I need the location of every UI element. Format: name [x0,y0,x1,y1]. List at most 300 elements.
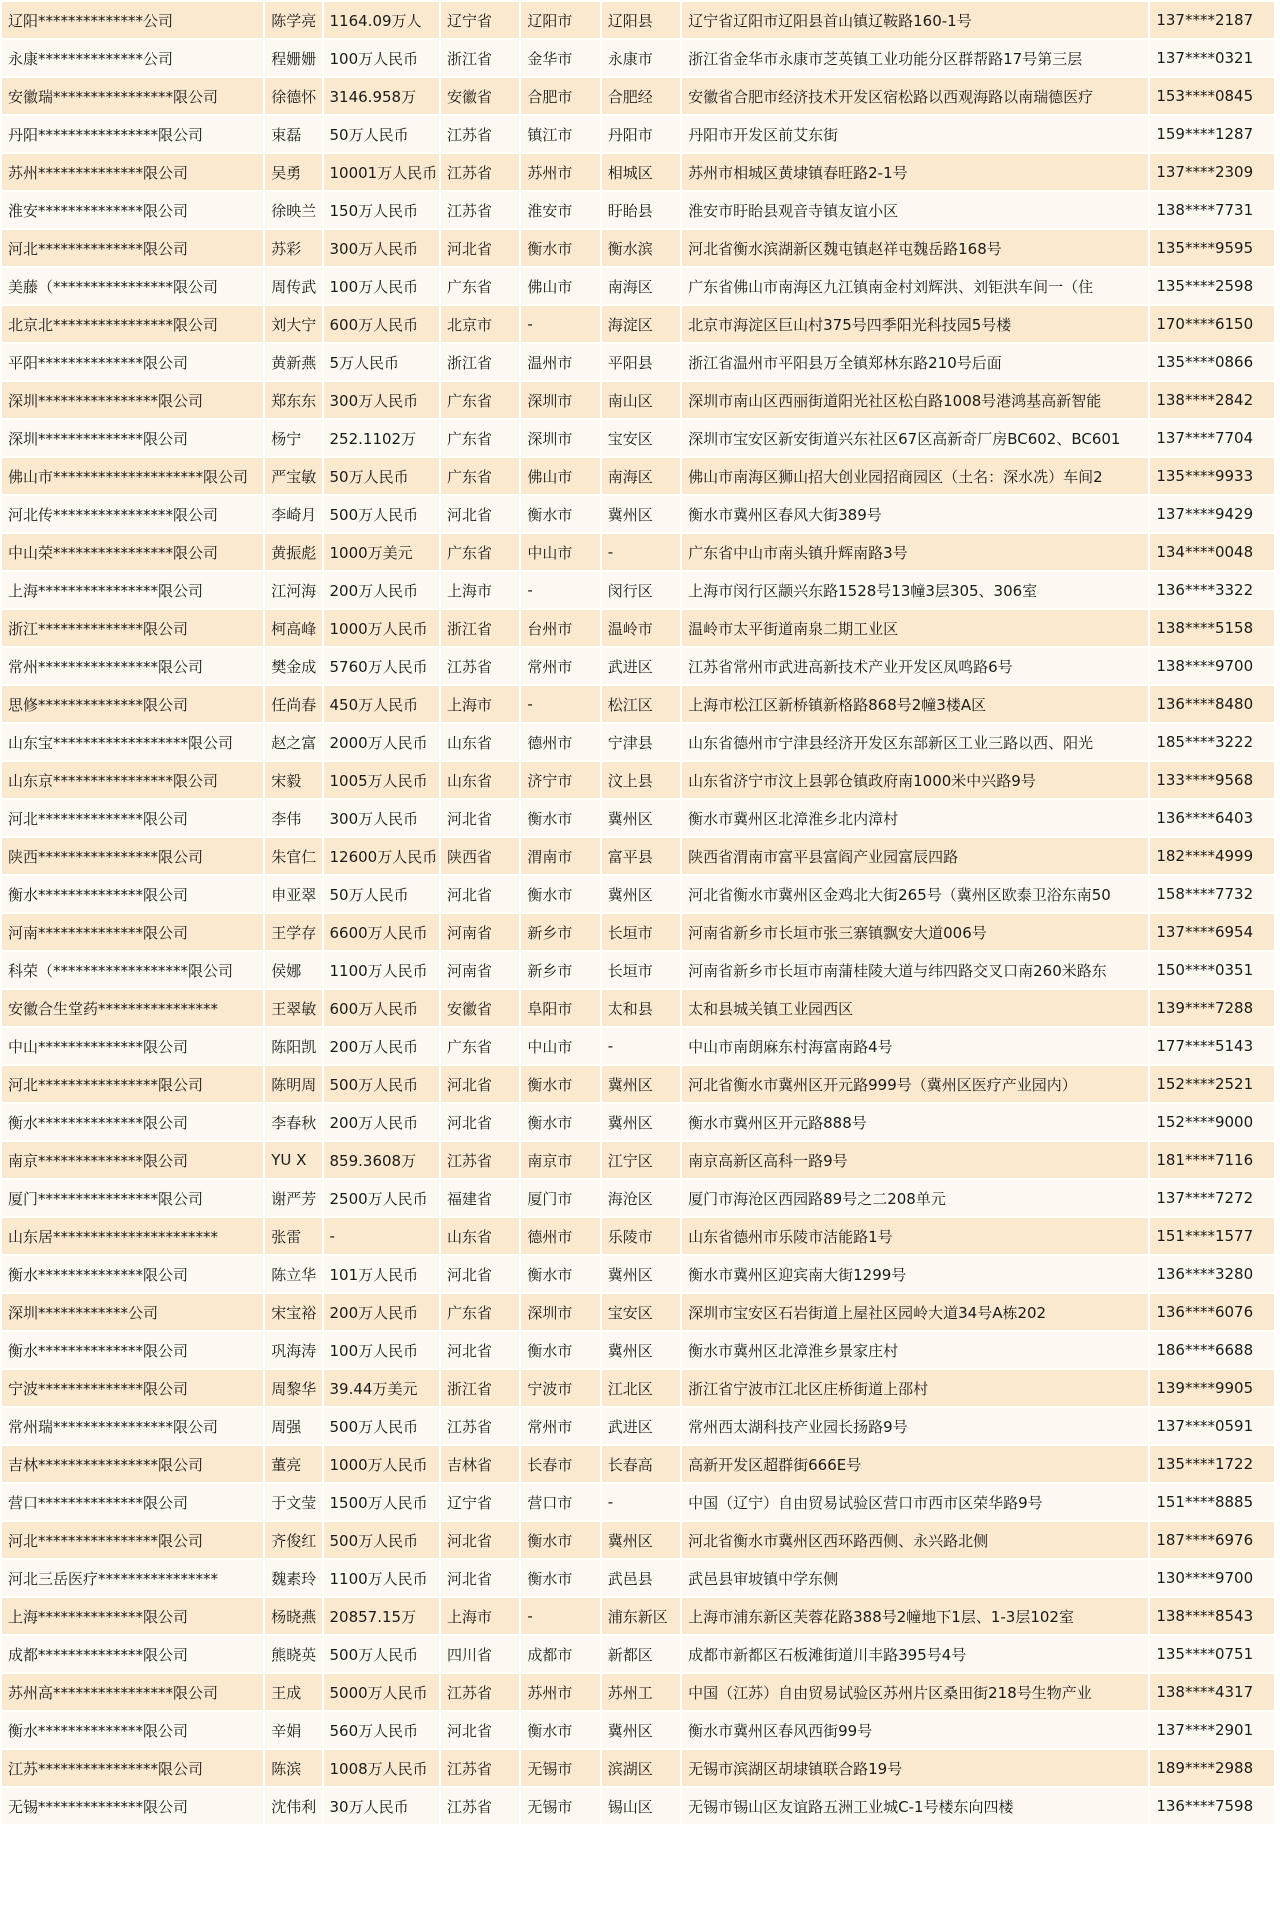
company-name-cell: 衡水**************限公司 [2,1332,263,1368]
address-cell: 高新开发区超群街666E号 [682,1446,1148,1482]
city-cell: 衡水市 [521,230,599,266]
address-cell: 佛山市南海区狮山招大创业园招商园区（土名：深水冼）车间2 [682,458,1148,494]
legal-rep-cell: 黄振彪 [265,534,321,570]
company-name-cell: 厦门****************限公司 [2,1180,263,1216]
legal-rep-cell: 侯娜 [265,952,321,988]
province-cell: 安徽省 [441,990,519,1026]
company-name-cell: 常州****************限公司 [2,648,263,684]
address-cell: 安徽省合肥市经济技术开发区宿松路以西观海路以南瑞德医疗 [682,78,1148,114]
table-row [2,1750,1274,1786]
legal-rep-cell: 王成 [265,1674,321,1710]
city-cell: 德州市 [521,724,599,760]
district-cell: 南海区 [602,268,680,304]
phone-cell: 151****8885 [1150,1484,1274,1520]
address-cell: 衡水市冀州区北漳淮乡北内漳村 [682,800,1148,836]
registered-capital-cell: 300万人民币 [324,230,440,266]
registered-capital-cell: 100万人民币 [324,40,440,76]
table-row [2,838,1274,874]
district-cell: 衡水滨 [602,230,680,266]
district-cell: 新都区 [602,1636,680,1672]
province-cell: 辽宁省 [441,2,519,38]
company-name-cell: 衡水**************限公司 [2,1256,263,1292]
province-cell: 上海市 [441,686,519,722]
table-row [2,648,1274,684]
legal-rep-cell: 巩海涛 [265,1332,321,1368]
company-name-cell: 淮安**************限公司 [2,192,263,228]
address-cell: 深圳市宝安区石岩街道上屋社区园岭大道34号A栋202 [682,1294,1148,1330]
company-name-cell: 江苏****************限公司 [2,1750,263,1786]
province-cell: 浙江省 [441,610,519,646]
address-cell: 河北省衡水滨湖新区魏屯镇赵祥屯魏岳路168号 [682,230,1148,266]
table-row [2,1446,1274,1482]
legal-rep-cell: 刘大宁 [265,306,321,342]
phone-cell: 137****6954 [1150,914,1274,950]
phone-cell: 153****0845 [1150,78,1274,114]
legal-rep-cell: 熊晓英 [265,1636,321,1672]
company-name-cell: 河北****************限公司 [2,1066,263,1102]
district-cell: 武邑县 [602,1560,680,1596]
phone-cell: 139****9905 [1150,1370,1274,1406]
district-cell: 海沧区 [602,1180,680,1216]
city-cell: 营口市 [521,1484,599,1520]
city-cell: 衡水市 [521,1560,599,1596]
phone-cell: 135****9595 [1150,230,1274,266]
province-cell: 河南省 [441,914,519,950]
address-cell: 温岭市太平街道南泉二期工业区 [682,610,1148,646]
legal-rep-cell: 王学存 [265,914,321,950]
city-cell: 温州市 [521,344,599,380]
legal-rep-cell: 王翠敏 [265,990,321,1026]
province-cell: 江苏省 [441,1750,519,1786]
table-row [2,876,1274,912]
registered-capital-cell: 600万人民币 [324,306,440,342]
city-cell: 中山市 [521,1028,599,1064]
district-cell: 长春高 [602,1446,680,1482]
table-row [2,1408,1274,1444]
table-row [2,990,1274,1026]
phone-cell: 135****2598 [1150,268,1274,304]
phone-cell: 187****6976 [1150,1522,1274,1558]
registered-capital-cell: - [324,1218,440,1254]
address-cell: 成都市新都区石板滩街道川丰路395号4号 [682,1636,1148,1672]
province-cell: 广东省 [441,534,519,570]
city-cell: 衡水市 [521,1066,599,1102]
table-row [2,952,1274,988]
company-name-cell: 永康**************公司 [2,40,263,76]
city-cell: 阜阳市 [521,990,599,1026]
province-cell: 山东省 [441,762,519,798]
district-cell: 盱眙县 [602,192,680,228]
district-cell: 冀州区 [602,876,680,912]
city-cell: 厦门市 [521,1180,599,1216]
phone-cell: 138****7731 [1150,192,1274,228]
legal-rep-cell: 程姗姗 [265,40,321,76]
registered-capital-cell: 1100万人民币 [324,952,440,988]
province-cell: 广东省 [441,1028,519,1064]
address-cell: 上海市浦东新区芙蓉花路388号2幢地下1层、1-3层102室 [682,1598,1148,1634]
legal-rep-cell: 陈立华 [265,1256,321,1292]
address-cell: 北京市海淀区巨山村375号四季阳光科技园5号楼 [682,306,1148,342]
registered-capital-cell: 200万人民币 [324,1028,440,1064]
legal-rep-cell: 徐德怀 [265,78,321,114]
table-row [2,1294,1274,1330]
table-row [2,116,1274,152]
province-cell: 河北省 [441,1066,519,1102]
registered-capital-cell: 39.44万美元 [324,1370,440,1406]
phone-cell: 135****0866 [1150,344,1274,380]
registered-capital-cell: 1000万人民币 [324,1446,440,1482]
registered-capital-cell: 1005万人民币 [324,762,440,798]
city-cell: - [521,306,599,342]
table-row [2,572,1274,608]
company-name-cell: 常州瑞****************限公司 [2,1408,263,1444]
legal-rep-cell: 陈学亮 [265,2,321,38]
table-row [2,230,1274,266]
registered-capital-cell: 1000万人民币 [324,610,440,646]
address-cell: 山东省德州市乐陵市洁能路1号 [682,1218,1148,1254]
district-cell: - [602,1484,680,1520]
province-cell: 河北省 [441,230,519,266]
table-row [2,724,1274,760]
registered-capital-cell: 200万人民币 [324,572,440,608]
registered-capital-cell: 101万人民币 [324,1256,440,1292]
address-cell: 衡水市冀州区春风大街389号 [682,496,1148,532]
district-cell: 冀州区 [602,1332,680,1368]
district-cell: 冀州区 [602,1522,680,1558]
company-name-cell: 河北**************限公司 [2,800,263,836]
table-row [2,1712,1274,1748]
address-cell: 广东省中山市南头镇升辉南路3号 [682,534,1148,570]
province-cell: 浙江省 [441,1370,519,1406]
phone-cell: 151****1577 [1150,1218,1274,1254]
province-cell: 江苏省 [441,1788,519,1824]
phone-cell: 137****2901 [1150,1712,1274,1748]
address-cell: 河北省衡水市冀州区西环路西侧、永兴路北侧 [682,1522,1148,1558]
legal-rep-cell: 周黎华 [265,1370,321,1406]
city-cell: 中山市 [521,534,599,570]
registered-capital-cell: 200万人民币 [324,1104,440,1140]
address-cell: 河北省衡水市冀州区金鸡北大街265号（冀州区欧泰卫浴东南50 [682,876,1148,912]
company-name-cell: 苏州高****************限公司 [2,1674,263,1710]
phone-cell: 135****1722 [1150,1446,1274,1482]
table-row [2,1788,1274,1824]
company-name-cell: 丹阳****************限公司 [2,116,263,152]
district-cell: 武进区 [602,1408,680,1444]
phone-cell: 170****6150 [1150,306,1274,342]
city-cell: 衡水市 [521,876,599,912]
table-row [2,154,1274,190]
table-row [2,800,1274,836]
table-row [2,382,1274,418]
registered-capital-cell: 6600万人民币 [324,914,440,950]
company-name-cell: 辽阳**************公司 [2,2,263,38]
city-cell: 辽阳市 [521,2,599,38]
district-cell: 长垣市 [602,914,680,950]
phone-cell: 152****2521 [1150,1066,1274,1102]
table-row [2,914,1274,950]
table-row [2,1142,1274,1178]
province-cell: 河北省 [441,1104,519,1140]
legal-rep-cell: 赵之富 [265,724,321,760]
province-cell: 浙江省 [441,344,519,380]
legal-rep-cell: 任尚春 [265,686,321,722]
city-cell: 金华市 [521,40,599,76]
address-cell: 深圳市南山区西丽街道阳光社区松白路1008号港鸿基高新智能 [682,382,1148,418]
legal-rep-cell: YU X [265,1142,321,1178]
legal-rep-cell: 陈滨 [265,1750,321,1786]
district-cell: 平阳县 [602,344,680,380]
province-cell: 江苏省 [441,192,519,228]
city-cell: - [521,572,599,608]
phone-cell: 138****8543 [1150,1598,1274,1634]
company-name-cell: 上海**************限公司 [2,1598,263,1634]
district-cell: 相城区 [602,154,680,190]
company-name-cell: 无锡**************限公司 [2,1788,263,1824]
company-name-cell: 河北传****************限公司 [2,496,263,532]
phone-cell: 133****9568 [1150,762,1274,798]
city-cell: 宁波市 [521,1370,599,1406]
city-cell: 南京市 [521,1142,599,1178]
province-cell: 浙江省 [441,40,519,76]
legal-rep-cell: 周传武 [265,268,321,304]
company-name-cell: 河北三岳医疗**************** [2,1560,263,1596]
city-cell: 合肥市 [521,78,599,114]
province-cell: 河南省 [441,952,519,988]
phone-cell: 138****5158 [1150,610,1274,646]
legal-rep-cell: 陈明周 [265,1066,321,1102]
province-cell: 江苏省 [441,648,519,684]
phone-cell: 136****6403 [1150,800,1274,836]
address-cell: 河南省新乡市长垣市南蒲桂陵大道与纬四路交叉口南260米路东 [682,952,1148,988]
legal-rep-cell: 董亮 [265,1446,321,1482]
city-cell: 衡水市 [521,496,599,532]
company-name-cell: 营口**************限公司 [2,1484,263,1520]
phone-cell: 138****9700 [1150,648,1274,684]
legal-rep-cell: 徐映兰 [265,192,321,228]
address-cell: 陕西省渭南市富平县富阎产业园富辰四路 [682,838,1148,874]
district-cell: 滨湖区 [602,1750,680,1786]
district-cell: 苏州工 [602,1674,680,1710]
phone-cell: 137****0591 [1150,1408,1274,1444]
registered-capital-cell: 1500万人民币 [324,1484,440,1520]
phone-cell: 137****2187 [1150,2,1274,38]
company-name-cell: 深圳**************限公司 [2,420,263,456]
legal-rep-cell: 杨宁 [265,420,321,456]
registered-capital-cell: 2500万人民币 [324,1180,440,1216]
table-row [2,1104,1274,1140]
address-cell: 中国（辽宁）自由贸易试验区营口市西市区荣华路9号 [682,1484,1148,1520]
address-cell: 衡水市冀州区北漳淮乡景家庄村 [682,1332,1148,1368]
legal-rep-cell: 申亚翠 [265,876,321,912]
company-name-cell: 成都**************限公司 [2,1636,263,1672]
province-cell: 广东省 [441,420,519,456]
district-cell: 江宁区 [602,1142,680,1178]
registered-capital-cell: 5760万人民币 [324,648,440,684]
phone-cell: 137****9429 [1150,496,1274,532]
registered-capital-cell: 500万人民币 [324,496,440,532]
table-row [2,1028,1274,1064]
company-name-cell: 安徽瑞****************限公司 [2,78,263,114]
district-cell: 太和县 [602,990,680,1026]
phone-cell: 159****1287 [1150,116,1274,152]
legal-rep-cell: 杨晓燕 [265,1598,321,1634]
legal-rep-cell: 张雷 [265,1218,321,1254]
registered-capital-cell: 30万人民币 [324,1788,440,1824]
registered-capital-cell: 100万人民币 [324,268,440,304]
city-cell: 苏州市 [521,1674,599,1710]
address-cell: 广东省佛山市南海区九江镇南金村刘辉洪、刘钜洪车间一（住 [682,268,1148,304]
phone-cell: 135****0751 [1150,1636,1274,1672]
phone-cell: 137****7272 [1150,1180,1274,1216]
address-cell: 河北省衡水市冀州区开元路999号（冀州区医疗产业园内） [682,1066,1148,1102]
company-name-cell: 浙江**************限公司 [2,610,263,646]
district-cell: 汶上县 [602,762,680,798]
registered-capital-cell: 1008万人民币 [324,1750,440,1786]
company-name-cell: 深圳************公司 [2,1294,263,1330]
phone-cell: 130****9700 [1150,1560,1274,1596]
table-row [2,458,1274,494]
province-cell: 上海市 [441,1598,519,1634]
address-cell: 上海市闵行区颛兴东路1528号13幢3层305、306室 [682,572,1148,608]
registered-capital-cell: 5000万人民币 [324,1674,440,1710]
company-name-cell: 宁波**************限公司 [2,1370,263,1406]
table-row [2,1332,1274,1368]
registered-capital-cell: 500万人民币 [324,1408,440,1444]
province-cell: 江苏省 [441,1674,519,1710]
company-name-cell: 深圳****************限公司 [2,382,263,418]
registered-capital-cell: 150万人民币 [324,192,440,228]
province-cell: 河北省 [441,800,519,836]
province-cell: 四川省 [441,1636,519,1672]
legal-rep-cell: 于文莹 [265,1484,321,1520]
province-cell: 河北省 [441,496,519,532]
phone-cell: 136****3322 [1150,572,1274,608]
registered-capital-cell: 560万人民币 [324,1712,440,1748]
province-cell: 江苏省 [441,154,519,190]
city-cell: 苏州市 [521,154,599,190]
table-row [2,1674,1274,1710]
address-cell: 山东省济宁市汶上县郭仓镇政府南1000米中兴路9号 [682,762,1148,798]
district-cell: 南山区 [602,382,680,418]
company-table-body [2,2,1274,1824]
legal-rep-cell: 吴勇 [265,154,321,190]
city-cell: 台州市 [521,610,599,646]
registered-capital-cell: 2000万人民币 [324,724,440,760]
province-cell: 广东省 [441,458,519,494]
address-cell: 中国（江苏）自由贸易试验区苏州片区桑田街218号生物产业 [682,1674,1148,1710]
legal-rep-cell: 束磊 [265,116,321,152]
legal-rep-cell: 宋宝裕 [265,1294,321,1330]
city-cell: 常州市 [521,648,599,684]
legal-rep-cell: 宋毅 [265,762,321,798]
city-cell: 渭南市 [521,838,599,874]
table-row [2,344,1274,380]
address-cell: 衡水市冀州区迎宾南大街1299号 [682,1256,1148,1292]
district-cell: 冀州区 [602,800,680,836]
registered-capital-cell: 300万人民币 [324,800,440,836]
registered-capital-cell: 200万人民币 [324,1294,440,1330]
province-cell: 福建省 [441,1180,519,1216]
address-cell: 武邑县审坡镇中学东侧 [682,1560,1148,1596]
legal-rep-cell: 黄新燕 [265,344,321,380]
table-row [2,1218,1274,1254]
registered-capital-cell: 50万人民币 [324,876,440,912]
phone-cell: 139****7288 [1150,990,1274,1026]
legal-rep-cell: 朱官仁 [265,838,321,874]
phone-cell: 177****5143 [1150,1028,1274,1064]
legal-rep-cell: 李伟 [265,800,321,836]
legal-rep-cell: 魏素玲 [265,1560,321,1596]
company-name-cell: 衡水**************限公司 [2,1712,263,1748]
company-name-cell: 安徽合生堂药**************** [2,990,263,1026]
registered-capital-cell: 859.3608万 [324,1142,440,1178]
phone-cell: 138****2842 [1150,382,1274,418]
city-cell: 深圳市 [521,382,599,418]
address-cell: 淮安市盱眙县观音寺镇友谊小区 [682,192,1148,228]
district-cell: 松江区 [602,686,680,722]
district-cell: - [602,534,680,570]
company-name-cell: 上海****************限公司 [2,572,263,608]
table-row [2,762,1274,798]
province-cell: 山东省 [441,724,519,760]
district-cell: 冀州区 [602,496,680,532]
company-name-cell: 中山荣****************限公司 [2,534,263,570]
legal-rep-cell: 郑东东 [265,382,321,418]
province-cell: 河北省 [441,1332,519,1368]
table-row [2,1256,1274,1292]
company-name-cell: 山东京****************限公司 [2,762,263,798]
table-row [2,1560,1274,1596]
district-cell: 江北区 [602,1370,680,1406]
city-cell: 衡水市 [521,800,599,836]
address-cell: 深圳市宝安区新安街道兴东社区67区高新奇厂房BC602、BC601 [682,420,1148,456]
address-cell: 中山市南朗麻东村海富南路4号 [682,1028,1148,1064]
company-name-cell: 河北****************限公司 [2,1522,263,1558]
phone-cell: 135****9933 [1150,458,1274,494]
phone-cell: 136****8480 [1150,686,1274,722]
province-cell: 江苏省 [441,1408,519,1444]
registered-capital-cell: 252.1102万 [324,420,440,456]
district-cell: 宝安区 [602,420,680,456]
legal-rep-cell: 齐俊红 [265,1522,321,1558]
district-cell: 冀州区 [602,1066,680,1102]
table-row [2,420,1274,456]
district-cell: 宝安区 [602,1294,680,1330]
table-row [2,40,1274,76]
registered-capital-cell: 5万人民币 [324,344,440,380]
company-name-cell: 平阳**************限公司 [2,344,263,380]
registered-capital-cell: 50万人民币 [324,116,440,152]
company-name-cell: 陕西****************限公司 [2,838,263,874]
registered-capital-cell: 500万人民币 [324,1636,440,1672]
address-cell: 浙江省宁波市江北区庄桥街道上邵村 [682,1370,1148,1406]
address-cell: 常州西太湖科技产业园长扬路9号 [682,1408,1148,1444]
city-cell: 衡水市 [521,1522,599,1558]
address-cell: 衡水市冀州区开元路888号 [682,1104,1148,1140]
phone-cell: 150****0351 [1150,952,1274,988]
registered-capital-cell: 50万人民币 [324,458,440,494]
company-name-cell: 衡水**************限公司 [2,876,263,912]
legal-rep-cell: 严宝敏 [265,458,321,494]
district-cell: 温岭市 [602,610,680,646]
city-cell: 衡水市 [521,1712,599,1748]
district-cell: 锡山区 [602,1788,680,1824]
registered-capital-cell: 450万人民币 [324,686,440,722]
address-cell: 丹阳市开发区前艾东街 [682,116,1148,152]
table-row [2,534,1274,570]
legal-rep-cell: 李崎月 [265,496,321,532]
table-row [2,1636,1274,1672]
